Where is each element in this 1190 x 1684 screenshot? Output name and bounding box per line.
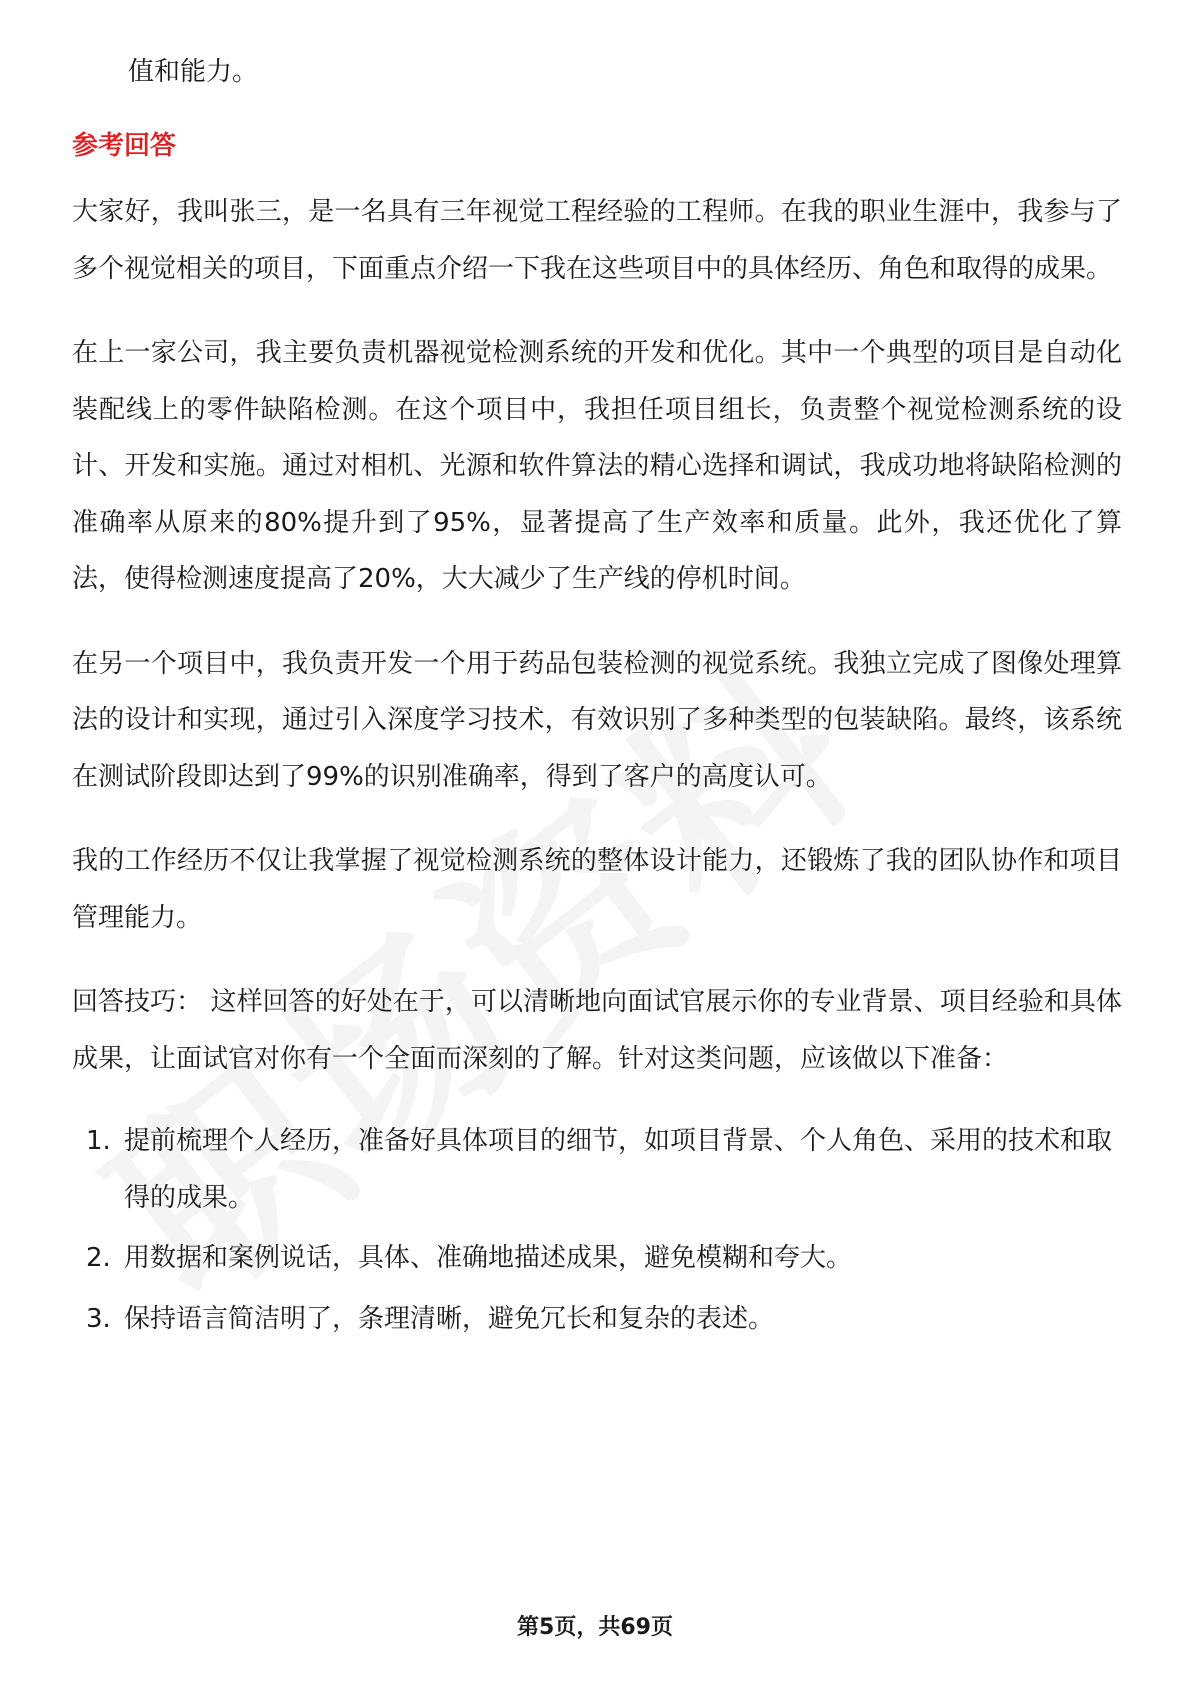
tips-text: 这样回答的好处在于，可以清晰地向面试官展示你的专业背景、项目经验和具体成果，让面试官对你有一个全面而深刻的了解。针对这类问题，应该做以下准备： xyxy=(72,987,1122,1074)
page-content xyxy=(72,42,1122,1351)
list-item-text: 保持语言简洁明了，条理清晰，避免冗长和复杂的表述。 xyxy=(124,1303,775,1334)
list-item xyxy=(72,1113,1122,1226)
section-heading: 参考回答 xyxy=(72,131,177,161)
list-item-number: 1. xyxy=(86,1126,111,1156)
paragraph-project-2: 在另一个项目中，我负责开发一个用于药品包装检测的视觉系统。我独立完成了图像处理算法的设计和实现，通过引入深度学习技术，有效识别了多种类型的包装缺陷。最终，该系统在测试阶段即达到了99%的识别准确率，得到了客户的高度认可。 xyxy=(72,648,1122,792)
tips-list xyxy=(72,1113,1122,1347)
continuation-text: 值和能力。 xyxy=(128,57,259,87)
page-footer: 第5页，共69页 xyxy=(517,1615,673,1640)
list-item-text: 提前梳理个人经历，准备好具体项目的细节，如项目背景、个人角色、采用的技术和取得的成果。 xyxy=(124,1126,1113,1213)
tips-label: 回答技巧： xyxy=(72,987,203,1017)
list-item xyxy=(72,1230,1122,1287)
paragraph-project-1: 在上一家公司，我主要负责机器视觉检测系统的开发和优化。其中一个典型的项目是自动化装配线上的零件缺陷检测。在这个项目中，我担任项目组长，负责整个视觉检测系统的设计、开发和实施。通过对相机、光源和软件算法的精心选择和调试，我成功地将缺陷检测的准确率从原来的80%提升到了95%，显著提高了生产效率和质量。此外，我还优化了算法，使得检测速度提高了20%，大大减少了生产线的停机时间。 xyxy=(72,338,1122,594)
list-item-number: 3. xyxy=(86,1303,111,1334)
list-item xyxy=(72,1291,1122,1348)
list-item-text: 用数据和案例说话，具体、准确地描述成果，避免模糊和夸大。 xyxy=(124,1243,853,1273)
tips-paragraph xyxy=(72,974,1122,1087)
paragraph-intro: 大家好，我叫张三，是一名具有三年视觉工程经验的工程师。在我的职业生涯中，我参与了多个视觉相关的项目，下面重点介绍一下我在这些项目中的具体经历、角色和取得的成果。 xyxy=(72,197,1122,284)
list-item-number: 2. xyxy=(86,1243,111,1273)
paragraph-summary: 我的工作经历不仅让我掌握了视觉检测系统的整体设计能力，还锻炼了我的团队协作和项目管理能力。 xyxy=(72,846,1122,933)
